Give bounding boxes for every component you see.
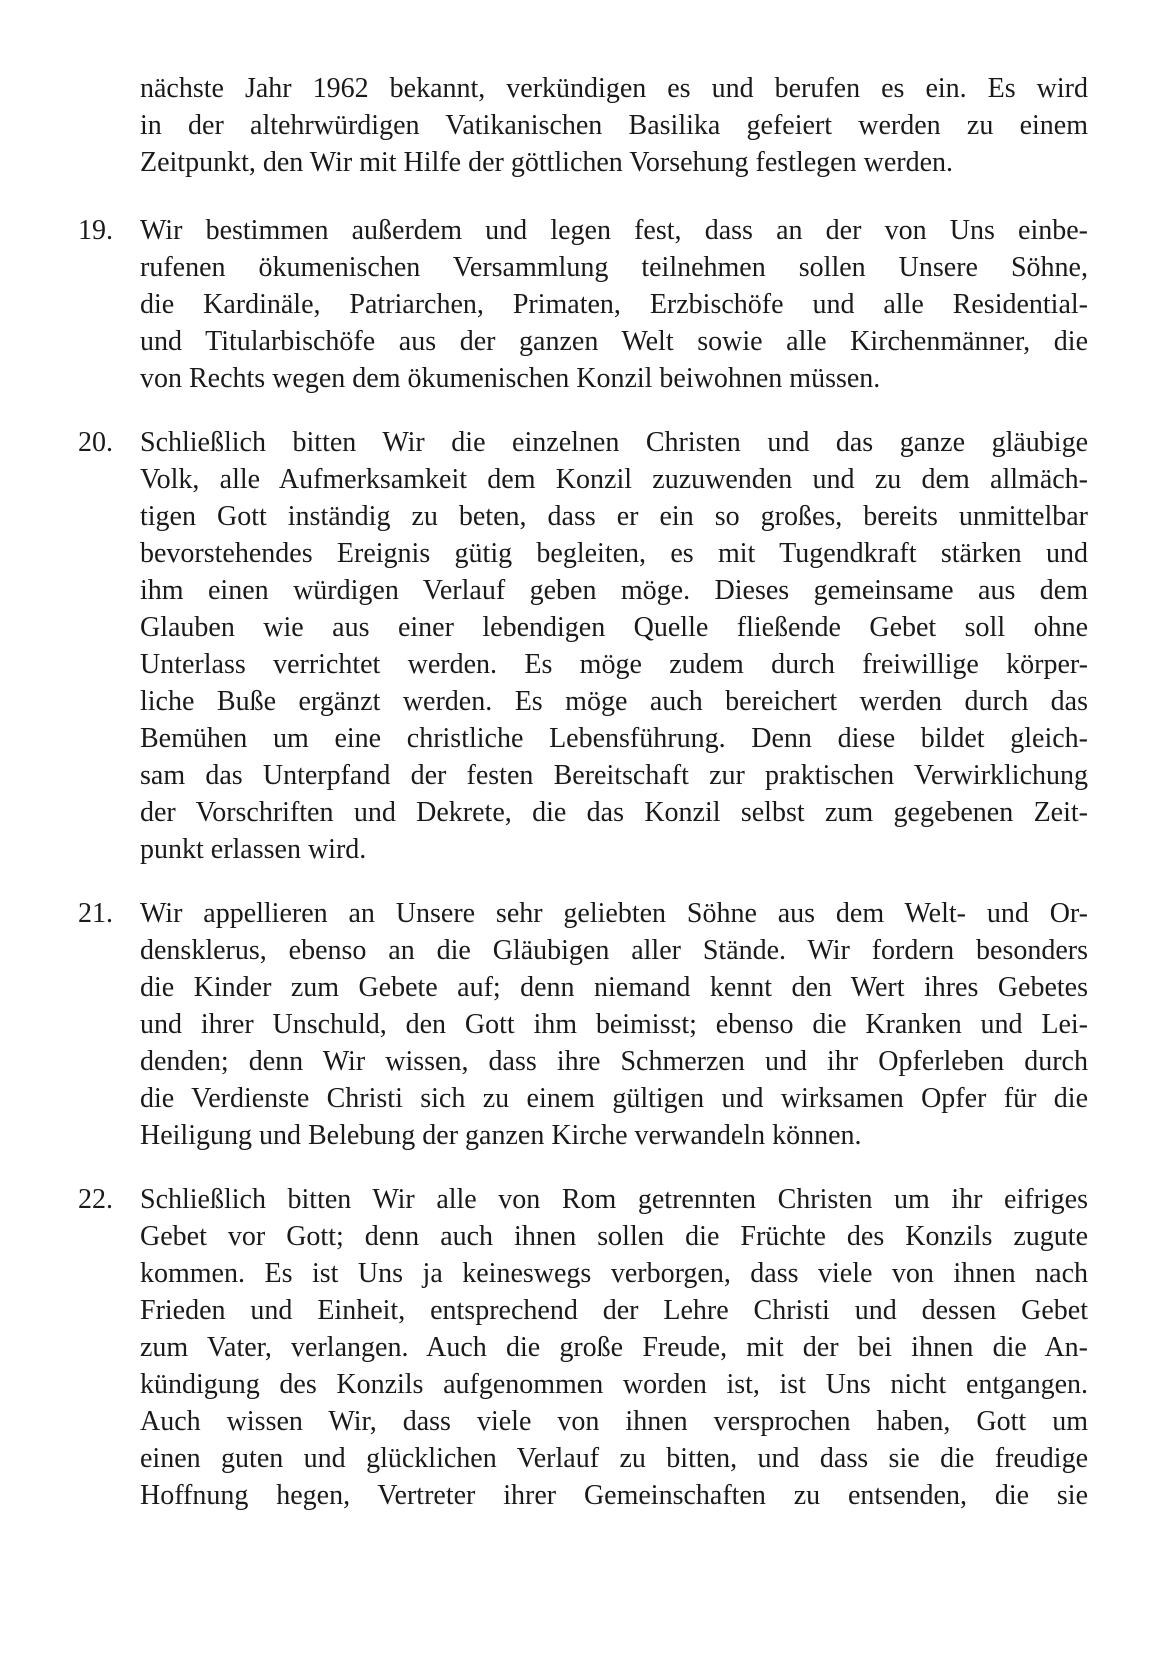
paragraph-number: 20. [78, 427, 113, 458]
text-line: die Kinder zum Gebete auf; denn niemand kennt den Wert ihres Gebetes [140, 972, 1088, 1003]
paragraph-19 [78, 212, 1088, 397]
text-line: densklerus, ebenso an die Gläubigen aller Stände. Wir fordern besonders [140, 935, 1088, 966]
text-line: punkt erlassen wird. [140, 834, 367, 865]
text-line: nächste Jahr 1962 bekannt, verkündigen es und berufen es ein. Es wird [140, 73, 1088, 104]
text-line: kommen. Es ist Uns ja keineswegs verborgen, dass viele von ihnen nach [140, 1258, 1088, 1289]
text-line: ihm einen würdigen Verlauf geben möge. Dieses gemeinsame aus dem [140, 575, 1088, 606]
text-line: von Rechts wegen dem ökumenischen Konzil beiwohnen müssen. [140, 363, 881, 394]
text-line: in der altehrwürdigen Vatikanischen Basilika gefeiert werden zu einem [140, 110, 1088, 141]
text-line: Wir appellieren an Unsere sehr geliebten Söhne aus dem Welt- und Or- [140, 898, 1088, 929]
text-line: kündigung des Konzils aufgenommen worden ist, ist Uns nicht entgangen. [140, 1369, 1088, 1400]
text-line: Schließlich bitten Wir die einzelnen Christen und das ganze gläubige [140, 427, 1088, 458]
text-line: Glauben wie aus einer lebendigen Quelle fließende Gebet soll ohne [140, 612, 1088, 643]
text-line: zum Vater, verlangen. Auch die große Freude, mit der bei ihnen die An- [140, 1332, 1088, 1363]
text-line: der Vorschriften und Dekrete, die das Konzil selbst zum gegebenen Zeit- [140, 797, 1088, 828]
text-line: tigen Gott inständig zu beten, dass er ein so großes, bereits unmittelbar [140, 501, 1088, 532]
text-line: rufenen ökumenischen Versammlung teilnehmen sollen Unsere Söhne, [140, 252, 1088, 283]
text-line: Heiligung und Belebung der ganzen Kirche verwandeln können. [140, 1120, 862, 1151]
text-line: sam das Unterpfand der festen Bereitschaft zur praktischen Verwirklichung [140, 760, 1088, 791]
text-line: Auch wissen Wir, dass viele von ihnen versprochen haben, Gott um [140, 1406, 1088, 1437]
text-line: einen guten und glücklichen Verlauf zu bitten, und dass sie die freudige [140, 1443, 1088, 1474]
text-line: liche Buße ergänzt werden. Es möge auch bereichert werden durch das [140, 686, 1088, 717]
paragraph-number: 21. [78, 898, 113, 929]
text-line: bevorstehendes Ereignis gütig begleiten, es mit Tugendkraft stärken und [140, 538, 1088, 569]
paragraph-22 [78, 1181, 1088, 1514]
text-line: Zeitpunkt, den Wir mit Hilfe der göttlichen Vorsehung festlegen werden. [140, 147, 954, 178]
text-line: Gebet vor Gott; denn auch ihnen sollen die Früchte des Konzils zugute [140, 1221, 1088, 1252]
paragraph-continued [78, 70, 1088, 181]
text-line: Schließlich bitten Wir alle von Rom getrennten Christen um ihr eifriges [140, 1184, 1088, 1215]
text-line: Wir bestimmen außerdem und legen fest, dass an der von Uns einbe- [140, 215, 1088, 246]
text-line: und ihrer Unschuld, den Gott ihm beimisst; ebenso die Kranken und Lei- [140, 1009, 1088, 1040]
text-line: Hoffnung hegen, Vertreter ihrer Gemeinschaften zu entsenden, die sie [140, 1480, 1088, 1511]
text-line: Bemühen um eine christliche Lebensführung. Denn diese bildet gleich- [140, 723, 1088, 754]
paragraph-number: 22. [78, 1184, 113, 1215]
text-line: denden; denn Wir wissen, dass ihre Schmerzen und ihr Opferleben durch [140, 1046, 1088, 1077]
paragraph-number: 19. [78, 215, 113, 246]
text-line: Volk, alle Aufmerksamkeit dem Konzil zuzuwenden und zu dem allmäch- [140, 464, 1088, 495]
text-line: und Titularbischöfe aus der ganzen Welt sowie alle Kirchenmänner, die [140, 326, 1088, 357]
text-line: die Verdienste Christi sich zu einem gültigen und wirksamen Opfer für die [140, 1083, 1088, 1114]
paragraph-21 [78, 895, 1088, 1154]
text-line: Unterlass verrichtet werden. Es möge zudem durch freiwillige körper- [140, 649, 1088, 680]
paragraph-20 [78, 424, 1088, 868]
text-line: die Kardinäle, Patriarchen, Primaten, Erzbischöfe und alle Residential- [140, 289, 1088, 320]
text-line: Frieden und Einheit, entsprechend der Lehre Christi und dessen Gebet [140, 1295, 1088, 1326]
